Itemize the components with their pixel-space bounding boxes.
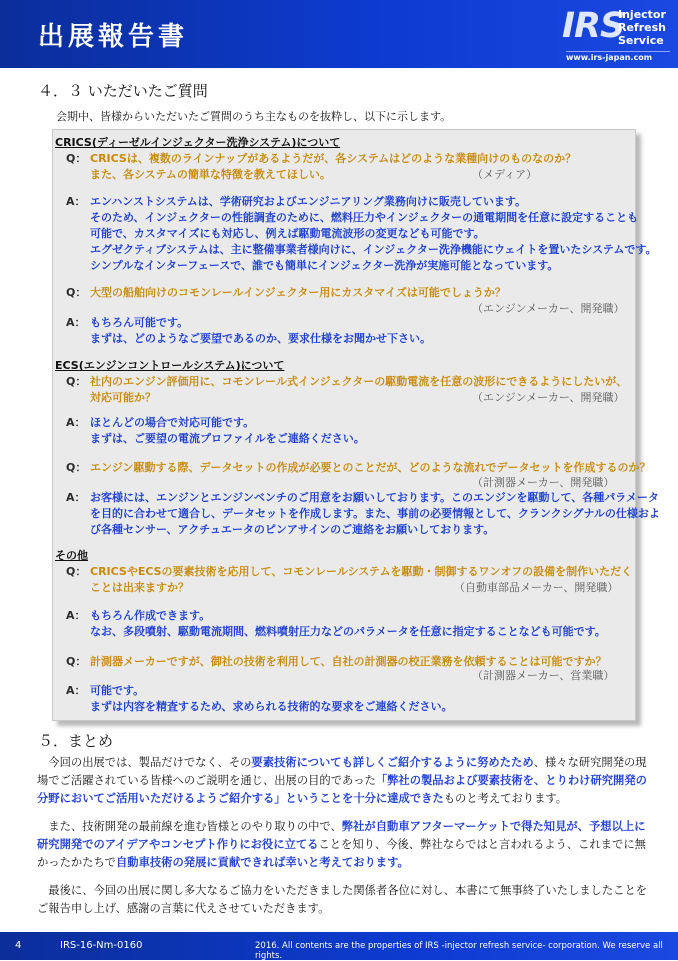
- answer-line: エグゼクティブシステムは、主に整備事業者様向けに、インジェクター洗浄機能にウェイトを置いたシステムです。: [90, 243, 657, 256]
- document-id: IRS-16-Nm-0160: [60, 940, 143, 951]
- highlighted-text: 自動車技術の発展に貢献できれば幸いと考えております。: [115, 856, 409, 869]
- summary-paragraph-2: [37, 818, 649, 872]
- highlighted-text: 「弊社の製品および要素技術を、とりわけ研究開発の分野においてご活用いただけるようご紹介する」ということを十分に達成できた: [37, 774, 647, 805]
- highlighted-text: 弊社が自動車アフターマーケットで得た知見が、予想以上に研究開発でのアイデアやコンセプト作りにお役に立てる: [37, 820, 646, 851]
- answer-line: もちろん作成できます。: [90, 609, 211, 622]
- answer-line: ほとんどの場合で対応可能です。: [90, 416, 255, 429]
- paragraph-text: 、様々な研究開発の現場でご活躍されている皆様へのご説明を通じ、出展の目的であった: [37, 756, 647, 787]
- q-label: Q：: [66, 375, 87, 388]
- category-heading-crics: CRICS(ディーゼルインジェクター洗浄システム)について: [55, 136, 341, 149]
- paragraph-text: ものと考えております。: [443, 792, 568, 805]
- question-line: 大型の船舶向けのコモンレールインジェクター用にカスタマイズは可能でしょうか？: [90, 286, 506, 299]
- irs-logo: [560, 6, 678, 64]
- question-line: 社内のエンジン評価用に、コモンレール式インジェクターの駆動電流を任意の波形にできるようにしたいが、: [90, 375, 628, 388]
- question-line: ことは出来ますか？: [90, 581, 189, 594]
- q-label: Q：: [66, 655, 87, 668]
- a-label: A：: [66, 684, 86, 697]
- question-source: （エンジンメーカー、開発職）: [472, 391, 625, 404]
- copyright-notice: 2016. All contents are the properties of IRS -injector refresh service- corporation. We reserve all rights.: [255, 941, 663, 961]
- q-label: Q：: [66, 565, 87, 578]
- answer-line: エンハンストシステムは、学術研究およびエンジニアリング業務向けに販売しています。: [90, 195, 526, 208]
- answer-line: お客様には、エンジンとエンジンベンチのご用意をお願いしております。このエンジンを駆動して、各種パラメータ: [90, 491, 659, 504]
- a-label: A：: [66, 491, 86, 504]
- q-label: Q：: [66, 152, 87, 165]
- document-title: 出展報告書: [38, 22, 189, 52]
- paragraph-text: また、技術開発の最前線を進む皆様とのやり取りの中で、: [37, 820, 342, 833]
- answer-line: を目的に合わせて適合し、データセットを作成します。また、事前の必要情報として、クランクシグナルの仕様およ: [90, 507, 660, 520]
- answer-line: シンプルなインターフェースで、誰でも簡単にインジェクター洗浄が実施可能となっています。: [90, 259, 559, 272]
- a-label: A：: [66, 316, 86, 329]
- answer-line: び各種センサー、アクチュエータのピンアサインのご連絡をお願いしております。: [90, 523, 495, 536]
- summary-paragraph-3: [37, 882, 649, 918]
- paragraph-text: ことを知り、今後、弊社ならではと言われるよう、これまでに無かったかたちで: [37, 838, 646, 869]
- section-heading-summary: ５．まとめ: [38, 732, 114, 750]
- question-source: （計測器メーカー、営業職）: [472, 669, 615, 682]
- logo-text-line1: Injector: [618, 8, 666, 21]
- question-line: 計測器メーカーですが、御社の技術を利用して、自社の計測器の校正業務を依頼することは可能ですか？: [90, 655, 607, 668]
- a-label: A：: [66, 195, 86, 208]
- question-line: また、各システムの簡単な特徴を教えてほしい。: [90, 168, 331, 181]
- answer-line: まずは内容を精査するため、求められる技術的な要求をご連絡ください。: [90, 700, 453, 713]
- page-number: 4: [15, 940, 22, 951]
- question-source: （自動車部品メーカー、開発職）: [454, 581, 619, 594]
- answer-line: なお、多段噴射、駆動電流期間、燃料噴射圧力などのパラメータを任意に指定することなども可能です。: [90, 625, 606, 638]
- question-line: エンジン駆動する際、データセットの作成が必要とのことだが、どのような流れでデータセットを作成するのか？: [90, 461, 651, 474]
- answer-line: まずは、どのようなご要望であるのか、要求仕様をお聞かせ下さい。: [90, 332, 431, 345]
- paragraph-text: 今回の出展では、製品だけでなく、その: [37, 756, 252, 769]
- question-line: CRICSは、複数のラインナップがあるようだが、各システムはどのような業種向けのものなのか？: [90, 152, 577, 165]
- highlighted-text: 要素技術についても詳しくご紹介するように努めたため: [251, 756, 534, 769]
- summary-paragraph-1: [37, 754, 649, 808]
- logo-mark: IRS: [562, 6, 625, 46]
- a-label: A：: [66, 609, 86, 622]
- question-source: （エンジンメーカー、開発職）: [472, 302, 625, 315]
- answer-line: そのため、インジェクターの性能調査のために、燃料圧力やインジェクターの通電期間を任意に設定することも: [90, 211, 639, 224]
- question-source: （計測器メーカー、開発職）: [472, 476, 615, 489]
- header-bar: [0, 0, 678, 68]
- category-heading-ecs: ECS(エンジンコントロールシステム)について: [55, 359, 285, 372]
- answer-line: まずは、ご要望の電流プロファイルをご連絡ください。: [90, 432, 365, 445]
- question-source: （メディア）: [472, 168, 538, 181]
- question-line: CRICSやECSの要素技術を応用して、コモンレールシステムを駆動・制御するワンオフの設備を制作いただく: [90, 565, 633, 578]
- logo-url: www.irs-japan.com: [566, 51, 670, 62]
- answer-line: 可能で、カスタマイズにも対応し、例えば駆動電流波形の変更なども可能です。: [90, 227, 485, 240]
- footer-bar: [0, 932, 678, 960]
- paragraph-text: 最後に、今回の出展に関し多大なるご協力をいただきました関係者各位に対し、本書にて無事終了いたしましたことをご報告申し上げ、感謝の言葉に代えさせていただきます。: [37, 884, 648, 915]
- question-line: 対応可能か？: [90, 391, 156, 404]
- section-heading-questions: ４．３ いただいたご質問: [38, 82, 208, 100]
- logo-text-line3: Service: [618, 34, 664, 47]
- logo-text-line2: Refresh: [618, 21, 666, 34]
- answer-line: もちろん可能です。: [90, 316, 189, 329]
- q-label: Q：: [66, 461, 87, 474]
- category-heading-other: その他: [55, 549, 88, 562]
- answer-line: 可能です。: [90, 684, 145, 697]
- a-label: A：: [66, 416, 86, 429]
- section-intro: 会期中、皆様からいただいたご質問のうち主なものを抜粋し、以下に示します。: [56, 110, 452, 123]
- q-label: Q：: [66, 286, 87, 299]
